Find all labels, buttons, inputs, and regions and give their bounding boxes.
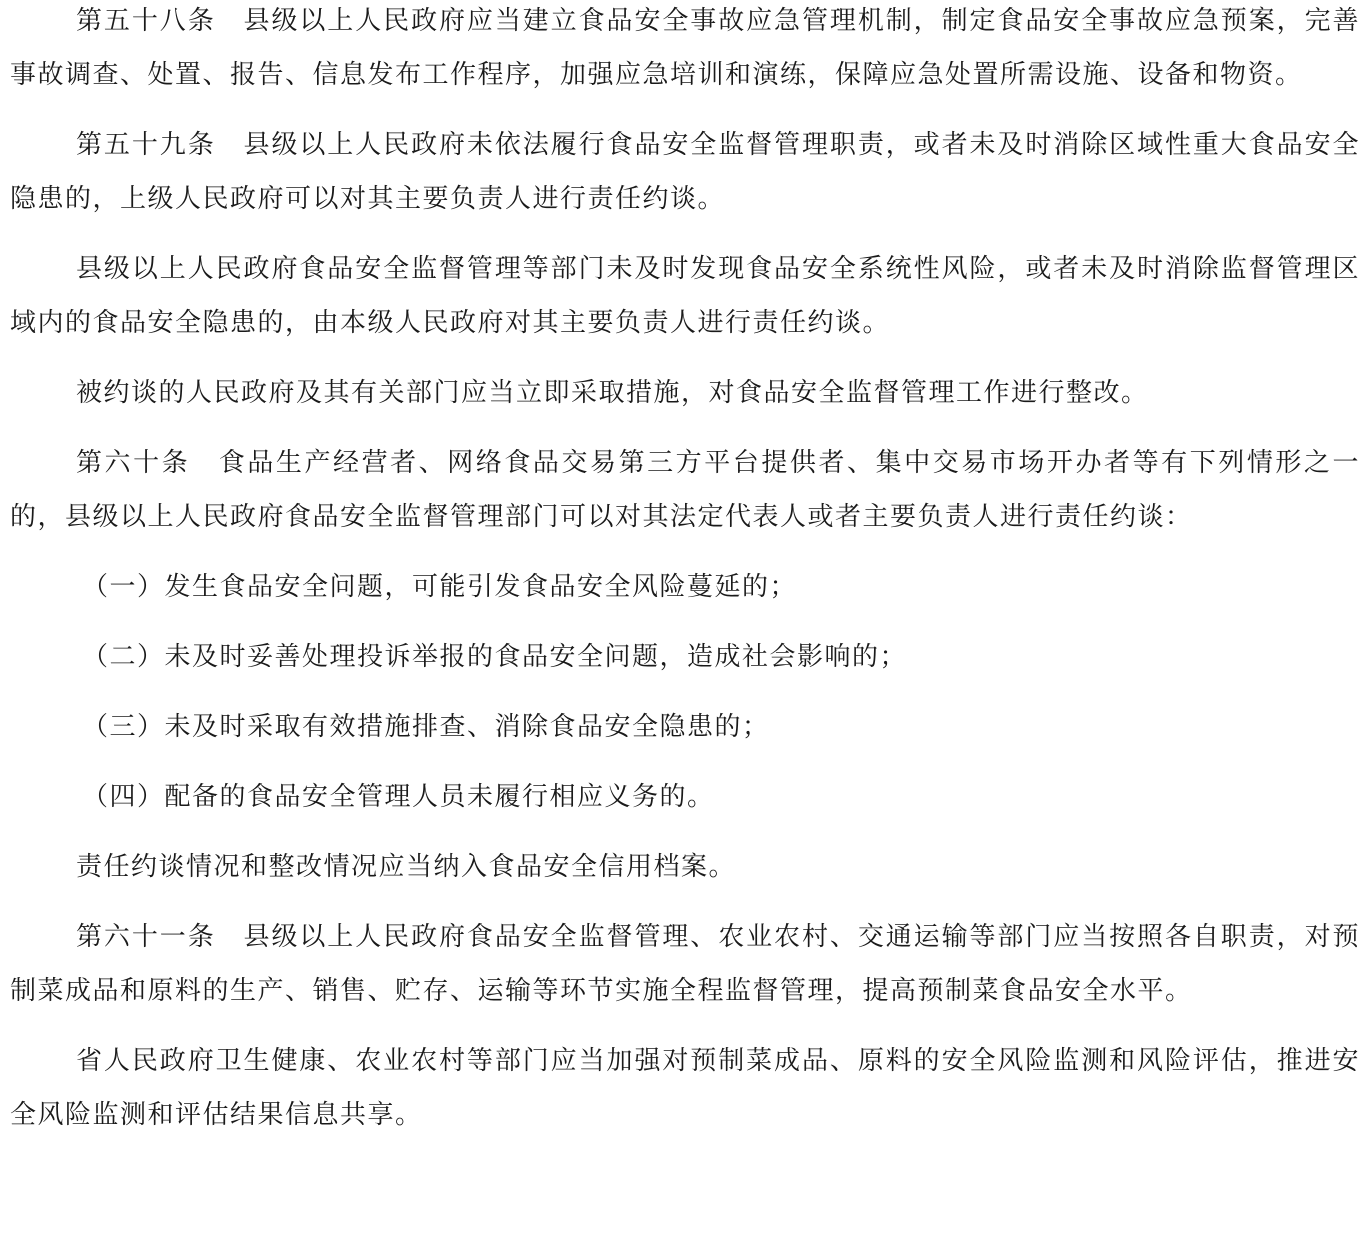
article-60-item-3: （三）未及时采取有效措施排查、消除食品安全隐患的； (82, 712, 770, 742)
article-59-paragraph-2: 县级以上人民政府食品安全监督管理等部门未及时发现食品安全系统性风险，或者未及时消除监督管理区域内的食品安全隐患的，由本级人民政府对其主要负责人进行责任约谈。 (10, 254, 1360, 338)
article-60-item-1: （一）发生食品安全问题，可能引发食品安全风险蔓延的； (82, 572, 798, 602)
article-60: 第六十条 食品生产经营者、网络食品交易第三方平台提供者、集中交易市场开办者等有下列情形之一的，县级以上人民政府食品安全监督管理部门可以对其法定代表人或者主要负责人进行责任约谈： (10, 448, 1360, 532)
article-60-item-4: （四）配备的食品安全管理人员未履行相应义务的。 (82, 782, 715, 812)
article-59-paragraph-3: 被约谈的人民政府及其有关部门应当立即采取措施，对食品安全监督管理工作进行整改。 (76, 378, 1149, 408)
article-61-paragraph-2: 省人民政府卫生健康、农业农村等部门应当加强对预制菜成品、原料的安全风险监测和风险评估，推进安全风险监测和评估结果信息共享。 (10, 1046, 1360, 1130)
article-61: 第六十一条 县级以上人民政府食品安全监督管理、农业农村、交通运输等部门应当按照各自职责，对预制菜成品和原料的生产、销售、贮存、运输等环节实施全程监督管理，提高预制菜食品安全水平。 (10, 922, 1360, 1006)
article-60-item-2: （二）未及时妥善处理投诉举报的食品安全问题，造成社会影响的； (82, 642, 908, 672)
article-58: 第五十八条 县级以上人民政府应当建立食品安全事故应急管理机制，制定食品安全事故应急预案，完善事故调查、处置、报告、信息发布工作程序，加强应急培训和演练，保障应急处置所需设施、设备和物资。 (10, 6, 1360, 90)
article-60-paragraph-2: 责任约谈情况和整改情况应当纳入食品安全信用档案。 (76, 852, 737, 882)
article-59: 第五十九条 县级以上人民政府未依法履行食品安全监督管理职责，或者未及时消除区域性重大食品安全隐患的，上级人民政府可以对其主要负责人进行责任约谈。 (10, 130, 1360, 214)
